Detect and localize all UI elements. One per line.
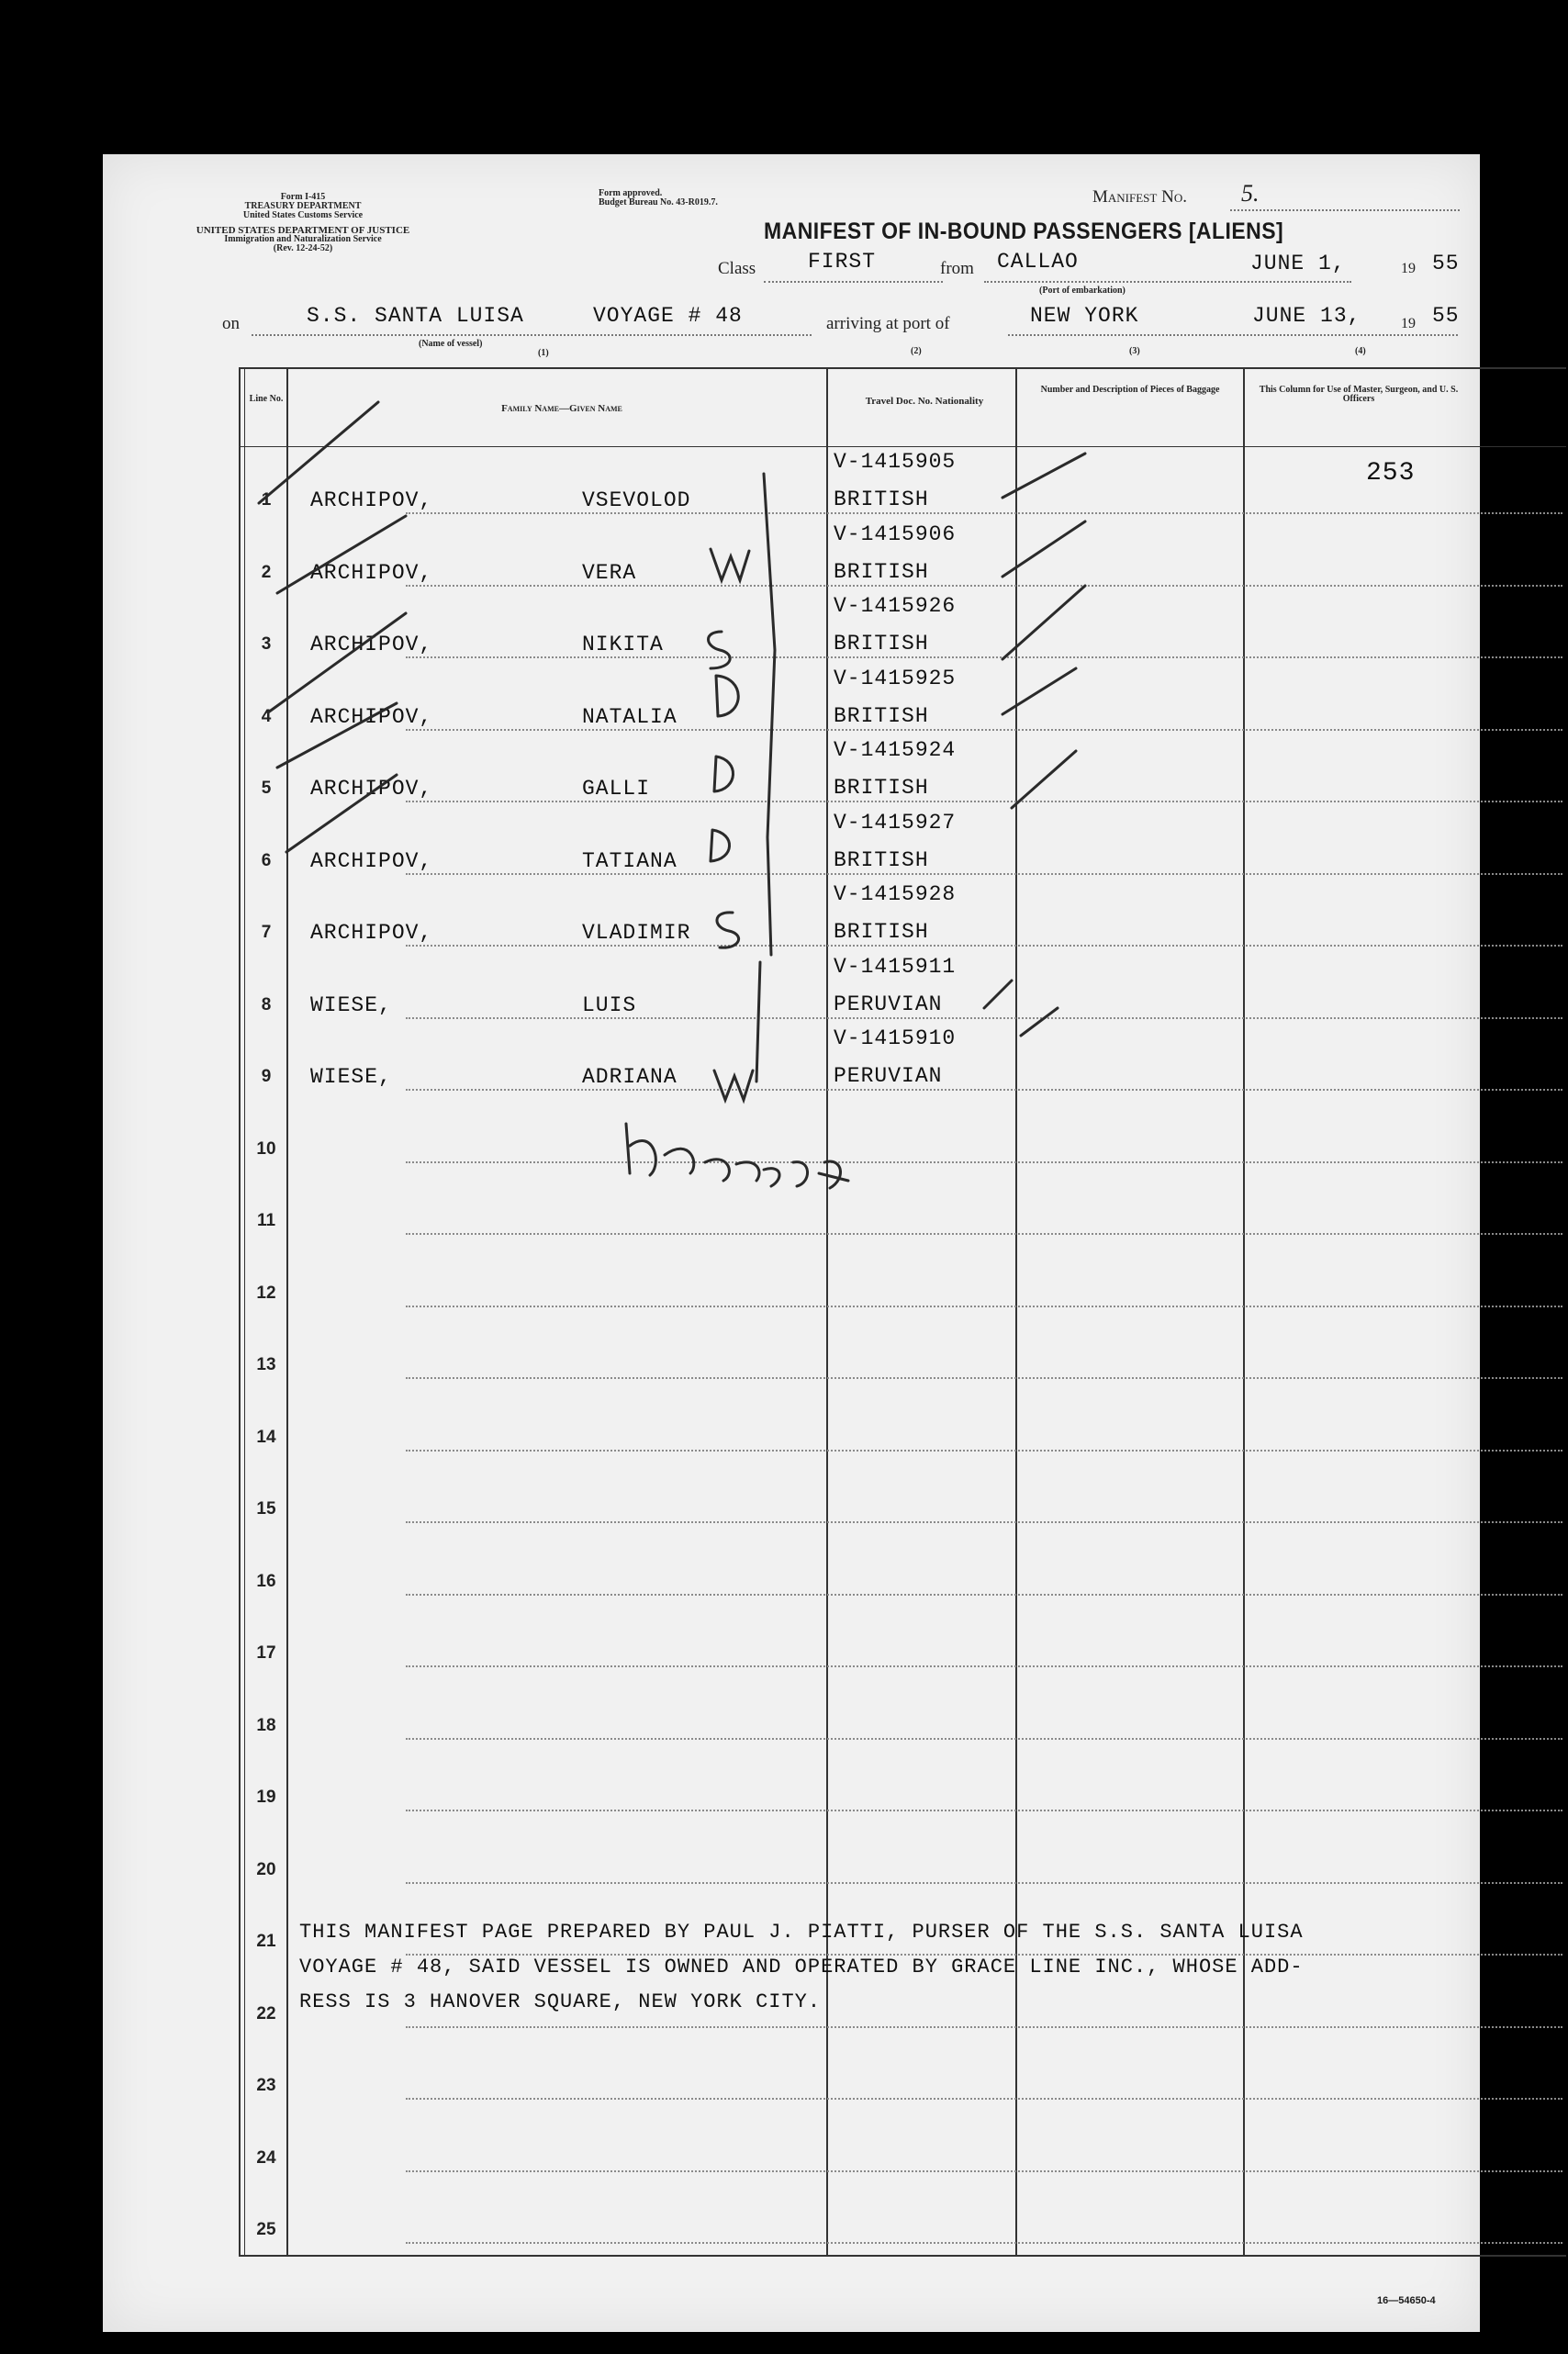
travel-doc-number: V-1415910 [834,1026,957,1050]
tick-mark [1002,521,1085,577]
voyage-number: VOYAGE # 48 [593,304,743,328]
ins-service: Immigration and Naturalization Service [224,234,382,244]
line-number: 19 [256,1788,276,1807]
nationality: BRITISH [834,559,929,584]
year-2: 55 [1432,304,1460,328]
treasury-dept: TREASURY DEPARTMENT [244,201,362,211]
manifest-no-label: Manifest No. [1092,187,1187,207]
line-number: 5 [261,779,272,798]
line-number: 24 [256,2147,276,2168]
line-number: 18 [256,1715,276,1735]
passenger-given-name: ADRIANA [582,1065,678,1089]
travel-doc-number: V-1415924 [834,738,957,762]
passenger-family-name: WIESE, [310,992,392,1017]
line-number: 2 [261,562,272,582]
col-num-3: (3) [1129,346,1140,356]
tick-mark [1002,586,1085,659]
passenger-given-name: LUIS [582,992,637,1017]
passenger-given-name: VERA [582,560,637,585]
arrival-date: JUNE 13, [1252,304,1361,328]
passenger-family-name: ARCHIPOV, [310,633,433,656]
line-number: 8 [261,994,272,1014]
handwritten-d [711,830,730,861]
handwritten-mark [764,1161,848,1188]
header-official-use: This Column for Use of Master, Surgeon, and U. S. Officers [1259,385,1459,404]
official-number: 253 [1366,459,1416,488]
statement-line-1: THIS MANIFEST PAGE PREPARED BY PAUL J. PIATTI, PURSER OF THE S.S. SANTA LUISA [299,1921,1304,1944]
customs-service: United States Customs Service [242,210,364,220]
passenger-family-name: ARCHIPOV, [310,560,433,585]
handwritten-w [711,549,749,580]
nationality: BRITISH [834,632,929,656]
nationality: BRITISH [834,776,929,800]
passenger-given-name: GALLI [582,777,651,801]
line-number: 15 [256,1499,276,1519]
travel-doc-number: V-1415905 [834,450,957,474]
line-number: 22 [256,2003,276,2023]
nationality: PERUVIAN [834,992,943,1016]
passenger-given-name: VLADIMIR [582,921,691,945]
class-value: FIRST [808,250,877,274]
bracket-line [756,962,760,1082]
passenger-family-name: ARCHIPOV, [310,848,433,873]
passenger-given-name: VSEVOLOD [582,488,691,512]
travel-doc-number: V-1415911 [834,954,957,979]
passenger-family-name: ARCHIPOV, [310,704,433,729]
tick-mark [268,613,406,712]
embarkation-date: JUNE 1, [1250,252,1346,275]
line-number: 16 [256,1571,276,1591]
tick-mark [1012,751,1076,808]
nationality: BRITISH [834,488,929,511]
col-num-4: (4) [1355,346,1366,356]
tick-mark [1002,668,1076,714]
form-approved: Form approved. [599,188,663,198]
line-number: 21 [256,1932,276,1951]
travel-doc-number: V-1415926 [834,594,957,618]
col-num-2: (2) [911,346,922,356]
travel-doc-number: V-1415906 [834,521,957,546]
line-number: 13 [256,1355,276,1374]
line-number: 7 [261,923,272,942]
tick-mark [286,775,397,852]
tick-mark [259,402,378,503]
tick-mark [984,981,1012,1008]
line-number: 20 [256,1859,276,1879]
tick-mark [277,703,397,768]
line-number: 23 [256,2076,276,2095]
line-number: 4 [261,706,272,726]
header-line-no: Line No. [249,394,284,404]
passenger-family-name: ARCHIPOV, [310,921,433,945]
embarkation-port: CALLAO [997,250,1079,274]
line-number: 11 [256,1211,276,1230]
nationality: BRITISH [834,703,929,728]
footer-code: 16—54650-4 [1377,2295,1436,2306]
from-label: from [940,259,974,278]
manifest-page [103,154,1480,2332]
statement-line-3: RESS IS 3 HANOVER SQUARE, NEW YORK CITY. [299,1990,822,2013]
line-number: 10 [256,1138,276,1159]
tick-mark [277,516,406,593]
handwritten-d [716,676,738,716]
line-number: 12 [256,1283,276,1303]
line-number: 6 [261,850,272,870]
line-number: 3 [261,634,272,654]
year-1: 55 [1432,252,1460,275]
handwritten-annotations [103,154,1480,2332]
form-revision: (Rev. 12-24-52) [273,243,333,253]
line-number: 17 [256,1643,276,1663]
passenger-given-name: TATIANA [582,848,678,873]
header-travel-doc: Travel Doc. No. Nationality [865,396,984,407]
handwritten-initials [626,1124,759,1181]
col-num-1: (1) [538,348,549,358]
budget-bureau: Budget Bureau No. 43-R019.7. [599,197,718,207]
handwritten-w [714,1071,753,1100]
passenger-family-name: ARCHIPOV, [310,488,433,512]
vessel-name: S.S. SANTA LUISA [307,304,524,328]
handwritten-s [717,913,739,947]
manifest-no-value: 5. [1241,180,1260,207]
form-number: Form I-415 [280,192,326,202]
year-prefix-1: 19 [1401,261,1416,276]
nationality: PERUVIAN [834,1064,943,1088]
passenger-family-name: ARCHIPOV, [310,777,433,801]
line-number: 1 [261,490,272,510]
header-name: Family Name—Given Name [501,403,622,414]
statement-line-2: VOYAGE # 48, SAID VESSEL IS OWNED AND OPERATED BY GRACE LINE INC., WHOSE ADD- [299,1956,1304,1978]
tick-mark [1002,454,1085,498]
bracket-line [764,474,775,955]
justice-dept: UNITED STATES DEPARTMENT OF JUSTICE [196,225,410,236]
line-number: 25 [256,2220,276,2239]
passenger-given-name: NIKITA [582,633,664,656]
port-embarkation-caption: (Port of embarkation) [1039,286,1126,296]
tick-mark [1021,1008,1058,1036]
passenger-given-name: NATALIA [582,704,678,729]
manifest-title: MANIFEST OF IN-BOUND PASSENGERS [ALIENS] [764,219,1284,244]
handwritten-d [714,757,734,791]
header-baggage: Number and Description of Pieces of Baggage [1040,385,1220,395]
class-label: Class [718,259,756,278]
line-number: 9 [261,1067,272,1086]
travel-doc-number: V-1415927 [834,810,957,835]
nationality: BRITISH [834,920,929,944]
line-number: 14 [256,1427,276,1447]
year-prefix-2: 19 [1401,316,1416,331]
arrival-port: NEW YORK [1030,304,1139,328]
arriving-label: arriving at port of [826,314,950,333]
vessel-caption: (Name of vessel) [419,339,483,349]
travel-doc-number: V-1415928 [834,882,957,906]
passenger-family-name: WIESE, [310,1065,392,1089]
nationality: BRITISH [834,847,929,872]
handwritten-s [709,632,731,668]
travel-doc-number: V-1415925 [834,666,957,690]
on-label: on [222,314,240,333]
